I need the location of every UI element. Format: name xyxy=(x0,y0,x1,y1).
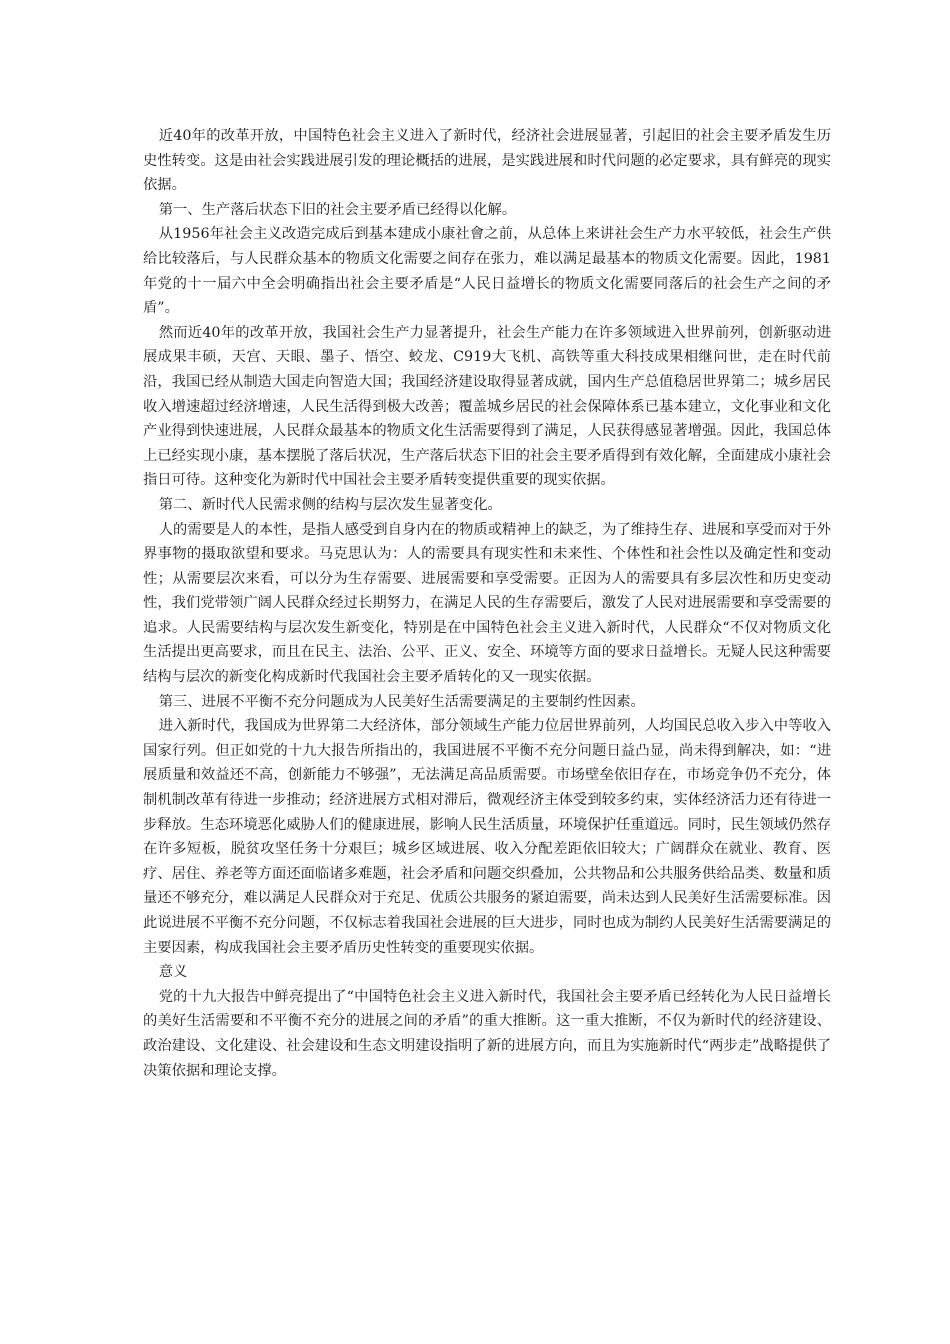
document-body xyxy=(143,124,831,1083)
paragraph-intro: 近40年的改革开放，中国特色社会主义进入了新时代，经济社会进展显著，引起旧的社会主要矛盾发生历史性转变。这是由社会实践进展引发的理论概括的进展，是实践进展和时代问题的必定要求，具有鲜亮的现实依据。 xyxy=(143,128,831,194)
paragraph-third-imbalance: 进入新时代，我国成为世界第二大经济体，部分领域生产能力位居世界前列，人均国民总收入步入中等收入国家行列。但正如党的十九大报告所指出的，我国进展不平衡不充分问题日益凸显，尚未得到解决，如：“进展质量和效益还不高，创新能力不够强”，无法满足高品质需要。市场壁垒依旧存在，市场竞争仍不充分，体制机制改革有待进一步推动；经济进展方式相对滞后，微观经济主体受到较多约束，实体经济活力还有待进一步释放。生态环境恶化威胁人们的健康进展，影响人民生活质量，环境保护任重道远。同时，民生领域仍然存在许多短板，脱贫攻坚任务十分艰巨；城乡区域进展、收入分配差距依旧较大；广阔群众在就业、教育、医疗、居住、养老等方面还面临诸多难题，社会矛盾和问题交织叠加，公共物品和公共服务供给品类、数量和质量还不够充分，难以满足人民群众对于充足、优质公共服务的紧迫需要，尚未达到人民美好生活需要标准。因此说进展不平衡不充分问题，不仅标志着我国社会进展的巨大进步，同时也成为制约人民美好生活需要满足的主要因素，构成我国社会主要矛盾历史性转变的重要现实依据。 xyxy=(143,718,831,956)
heading-third-point: 第三、进展不平衡不充分问题成为人民美好生活需要满足的主要制约性因素。 xyxy=(158,693,645,710)
paragraph-second-needs: 人的需要是人的本性，是指人感受到自身内在的物质或精神上的缺乏，为了维持生存、进展和享受而对于外界事物的摄取欲望和要求。马克思认为：人的需要具有现实性和未来性、个体性和社会性以及确定性和变动性；从需要层次来看，可以分为生存需要、进展需要和享受需要。正因为人的需要具有多层次性和历史变动性，我们党带领广阔人民群众经过长期努力，在满足人民的生存需要后，激发了人民对进展需要和享受需要的追求。人民需要结构与层次发生新变化，特别是在中国特色社会主义进入新时代，人民群众“不仅对物质文化生活提出更高要求，而且在民主、法治、公平、正义、安全、环境等方面的要求日益增长。无疑人民这种需要结构与层次的新变化构成新时代我国社会主要矛盾转化的又一现实依据。 xyxy=(143,521,831,686)
heading-first-point: 第一、生产落后状态下旧的社会主要矛盾已经得以化解。 xyxy=(158,201,517,218)
paragraph-first-history: 从1956年社会主义改造完成后到基本建成小康社會之前，从总体上来讲社会生产力水平较低，社会生产供给比较落后，与人民群众基本的物质文化需要之间存在张力，难以满足最基本的物质文化需要。因此，1981年党的十一届六中全会明确指出社会主要矛盾是“人民日益增长的物质文化需要同落后的社会生产之间的矛盾”。 xyxy=(143,226,831,317)
paragraph-first-progress: 然而近40年的改革开放，我国社会生产力显著提升，社会生产能力在许多领域进入世界前列，创新驱动进展成果丰硕，天宫、天眼、墨子、悟空、蛟龙、C919大飞机、高铁等重大科技成果相继问世，走在时代前沿，我国已经从制造大国走向智造大国；我国经济建设取得显著成就，国内生产总值稳居世界第二；城乡居民收入增速超过经济增速，人民生活得到极大改善；覆盖城乡居民的社会保障体系已基本建立，文化事业和文化产业得到快速进展，人民群众最基本的物质文化生活需要得到了满足，人民获得感显著增强。因此，我国总体上已经实现小康，基本摆脱了落后状况，生产落后状态下旧的社会主要矛盾得到有效化解，全面建成小康社会指日可待。这种变化为新时代中国社会主要矛盾转变提供重要的现实依据。 xyxy=(143,324,831,489)
heading-second-point: 第二、新时代人民需求侧的结构与层次发生显著变化。 xyxy=(158,496,502,513)
paragraph-significance: 党的十九大报告中鲜亮提出了“中国特色社会主义进入新时代，我国社会主要矛盾已经转化为人民日益增长的美好生活需要和不平衡不充分的进展之间的矛盾”的重大推断。这一重大推断，不仅为新时代的经济建设、政治建设、文化建设、社会建设和生态文明建设指明了新的进展方向，而且为实施新时代“两步走”战略提供了决策依据和理论支撑。 xyxy=(143,988,831,1079)
heading-significance: 意义 xyxy=(158,964,188,981)
